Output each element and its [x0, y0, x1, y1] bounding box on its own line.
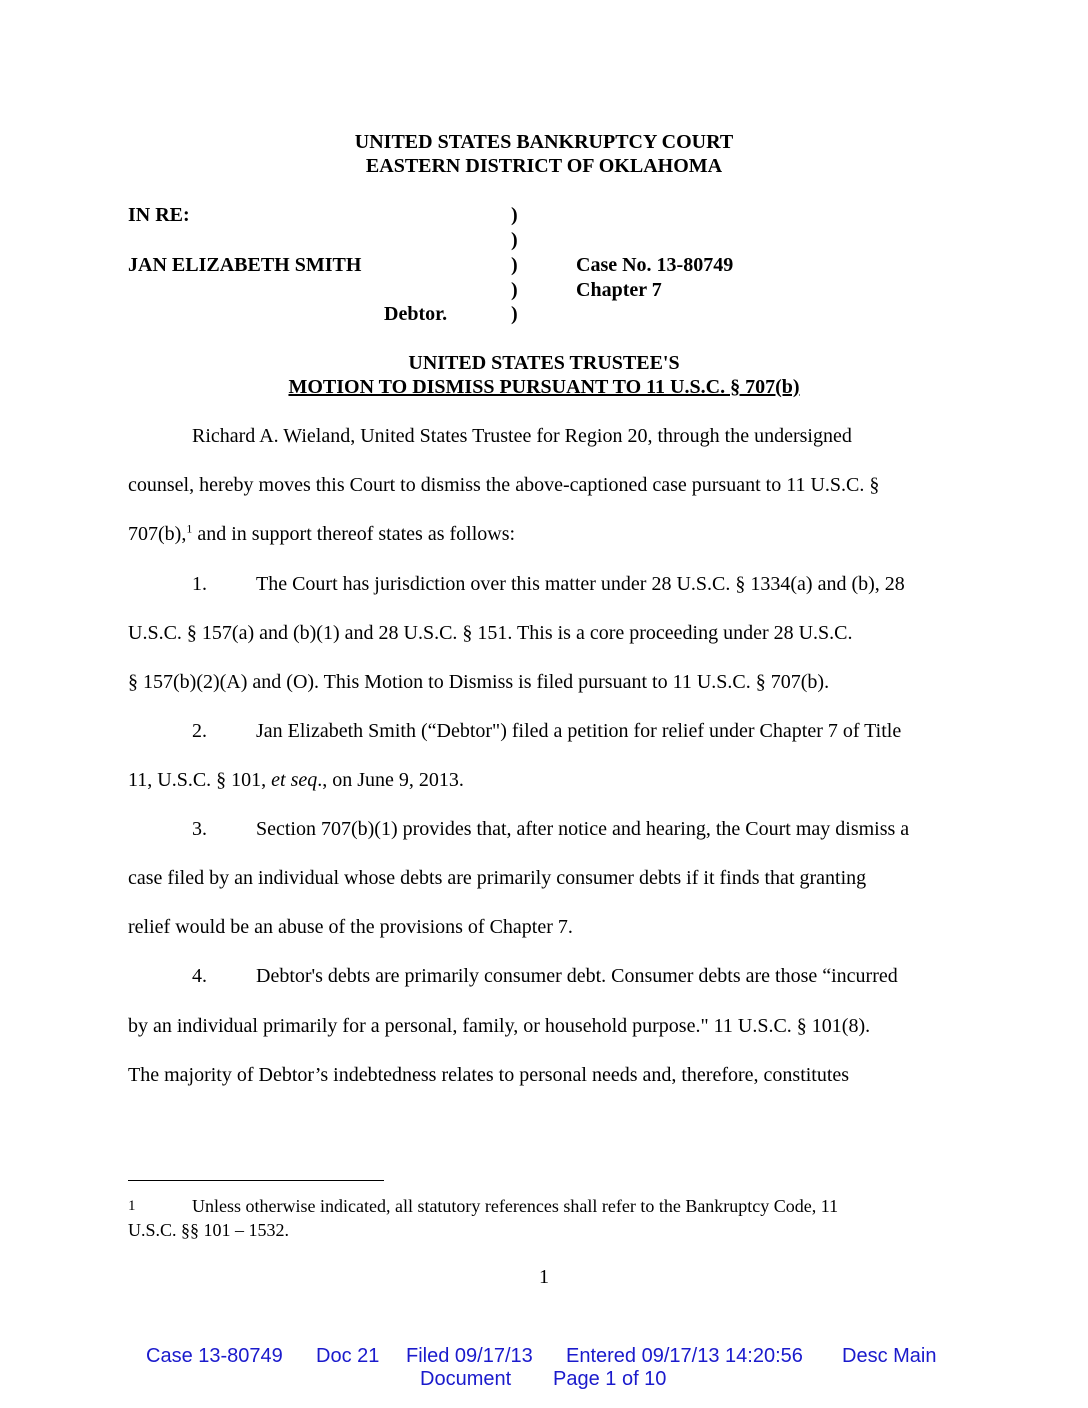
intro-text: 707(b),	[128, 523, 187, 545]
paragraph-line: Section 707(b)(1) provides that, after notice and hearing, the Court may dismiss a	[256, 818, 910, 840]
paragraph-line	[128, 769, 464, 792]
stamp-case: Case 13-80749	[146, 1345, 283, 1367]
stamp-document: Document	[420, 1368, 512, 1390]
page-number: 1	[539, 1266, 549, 1288]
intro-line	[128, 523, 515, 546]
paragraph-italic-text: et seq	[271, 769, 318, 791]
caption-case-number: Case No. 13-80749	[576, 254, 734, 276]
caption-debtor-label: Debtor.	[384, 303, 448, 325]
caption-paren: )	[511, 204, 518, 226]
motion-title-line2	[0, 376, 1088, 399]
footnote-line: Unless otherwise indicated, all statutory references shall refer to the Bankruptcy Code, 11	[192, 1196, 839, 1216]
footnote-divider	[128, 1180, 384, 1181]
paragraph-line: The Court has jurisdiction over this matter under 28 U.S.C. § 1334(a) and (b), 28	[256, 573, 905, 595]
stamp-desc: Desc Main	[842, 1345, 937, 1367]
paragraph-line: U.S.C. § 157(a) and (b)(1) and 28 U.S.C. § 151. This is a core proceeding under 28 U.S.C.	[128, 622, 853, 644]
caption-in-re: IN RE:	[128, 204, 190, 226]
paragraph-line: Debtor's debts are primarily consumer debt. Consumer debts are those “incurred	[256, 965, 898, 987]
paragraph-text: 11, U.S.C. § 101,	[128, 769, 272, 791]
paragraph-line: case filed by an individual whose debts are primarily consumer debts if it finds that granting	[128, 867, 867, 889]
paragraph-line: relief would be an abuse of the provisions of Chapter 7.	[128, 916, 573, 938]
caption-chapter: Chapter 7	[576, 279, 662, 301]
footnote-number: 1	[128, 1198, 136, 1214]
motion-title-underlined: MOTION TO DISMISS PURSUANT TO 11 U.S.C. § 707(b)	[288, 376, 800, 398]
paragraph-text: ., on June 9, 2013.	[317, 769, 464, 791]
paragraph-number: 4.	[192, 965, 207, 987]
paragraph-line: Jan Elizabeth Smith (“Debtor") filed a petition for relief under Chapter 7 of Title	[256, 720, 902, 742]
intro-text: and in support thereof states as follows:	[192, 523, 516, 545]
stamp-page: Page 1 of 10	[553, 1368, 667, 1390]
caption-debtor-name: JAN ELIZABETH SMITH	[128, 254, 362, 276]
intro-line: Richard A. Wieland, United States Trustee for Region 20, through the undersigned	[192, 425, 852, 447]
stamp-filed: Filed 09/17/13	[406, 1345, 533, 1367]
paragraph-line: § 157(b)(2)(A) and (O). This Motion to Dismiss is filed pursuant to 11 U.S.C. § 707(b).	[128, 671, 830, 693]
motion-title-line1: UNITED STATES TRUSTEE'S	[408, 352, 680, 374]
caption-paren: )	[511, 303, 518, 325]
intro-line: counsel, hereby moves this Court to dismiss the above-captioned case pursuant to 11 U.S.C. §	[128, 474, 880, 496]
paragraph-number: 2.	[192, 720, 207, 742]
footnote-reference: 1	[186, 521, 193, 536]
court-district: EASTERN DISTRICT OF OKLAHOMA	[365, 155, 723, 177]
paragraph-line: by an individual primarily for a personal, family, or household purpose." 11 U.S.C. § 101(8).	[128, 1015, 871, 1037]
paragraph-number: 1.	[192, 573, 207, 595]
paragraph-number: 3.	[192, 818, 207, 840]
paragraph-line: The majority of Debtor’s indebtedness relates to personal needs and, therefore, constitutes	[128, 1064, 850, 1086]
stamp-entered: Entered 09/17/13 14:20:56	[566, 1345, 803, 1367]
court-name: UNITED STATES BANKRUPTCY COURT	[354, 131, 734, 153]
caption-paren: )	[511, 229, 518, 251]
caption-paren: )	[511, 254, 518, 276]
caption-paren: )	[511, 279, 518, 301]
footnote-line: U.S.C. §§ 101 – 1532.	[128, 1220, 290, 1240]
stamp-doc: Doc 21	[316, 1345, 380, 1367]
